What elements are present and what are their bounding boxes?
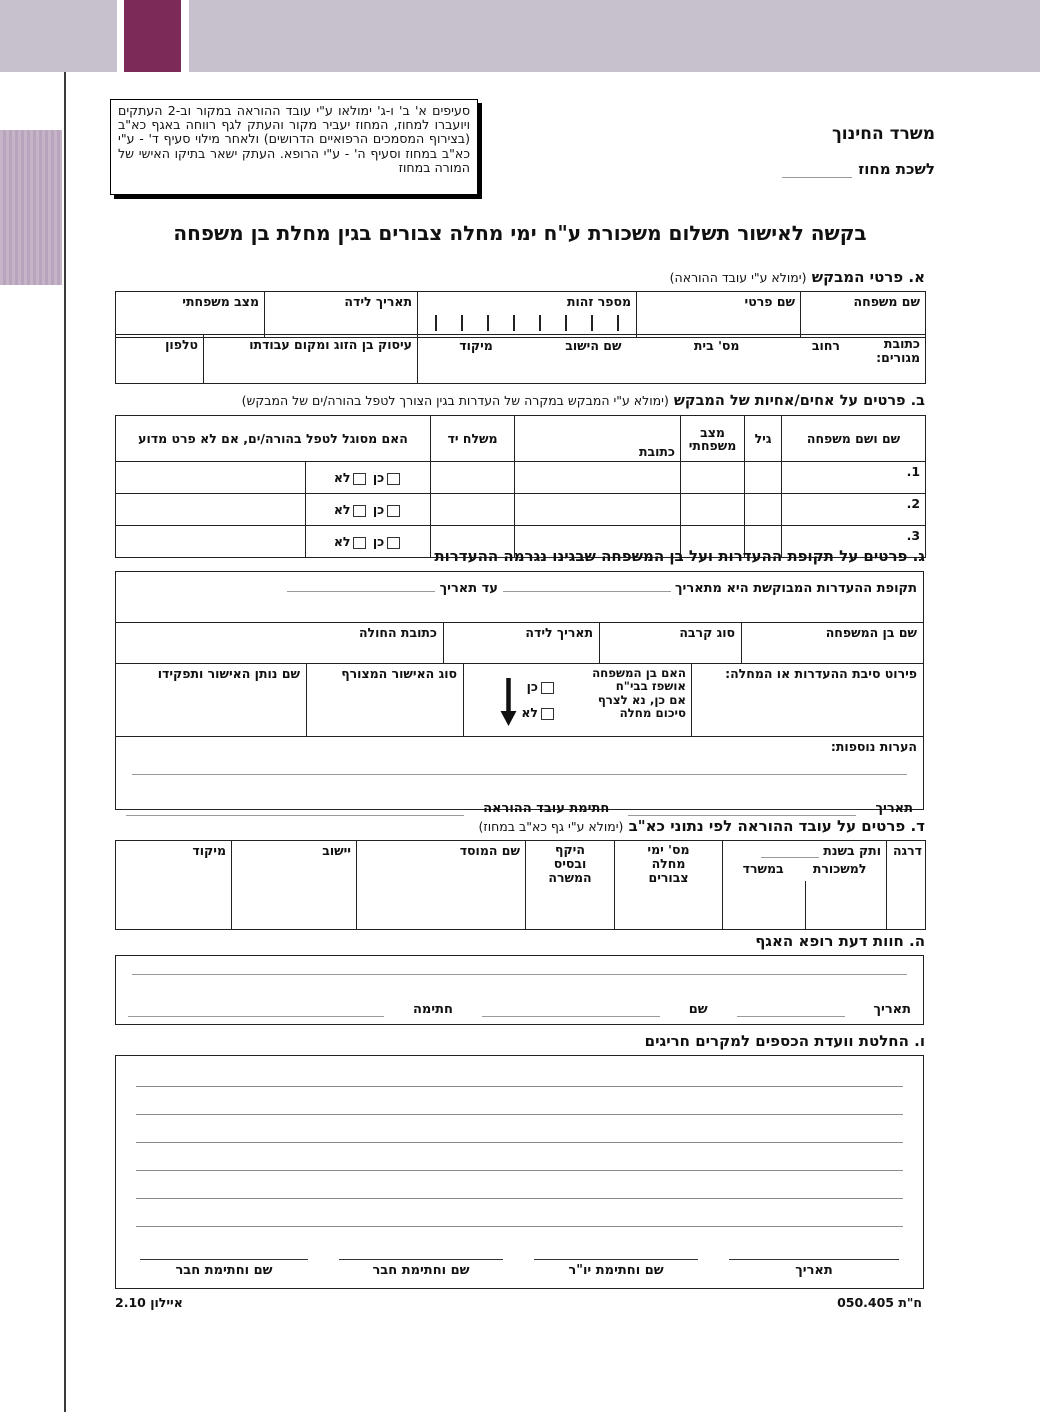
sibling-capable-detail-cell[interactable] (116, 462, 306, 494)
no-checkbox[interactable] (353, 537, 366, 549)
no-checkbox[interactable] (541, 708, 554, 720)
hospitalization-question: האם בן המשפחה אושפז בבי"ח אם כן, נא לצרף סיכום מחלה (592, 666, 686, 721)
absence-details-box (115, 571, 924, 816)
label-scope-3: המשרה (548, 870, 592, 885)
sibling-occupation-cell[interactable] (431, 494, 515, 526)
teacher-signature-label: חתימת עובד ההוראה (483, 801, 610, 816)
label-seniority-office: במשרד (742, 861, 784, 876)
sibling-marital-cell[interactable] (681, 462, 745, 494)
label-member-name: שם בן המשפחה (825, 625, 917, 640)
committee-decision-box (115, 1055, 924, 1289)
sibling-capable-choice (306, 526, 431, 558)
row-number: 3. (906, 528, 921, 543)
yes-checkbox[interactable] (541, 682, 554, 694)
ruled-line[interactable] (136, 1086, 903, 1087)
section-a-heading (670, 268, 925, 286)
section-f-heading: ו. החלטת וועדת הכספים למקרים חריגים (644, 1032, 925, 1050)
label-relation: סוג קרבה (679, 625, 735, 640)
label-scope-2: ובסיס (553, 856, 587, 871)
col-sibling-occupation (431, 416, 515, 462)
page-left-rule (64, 72, 66, 1412)
no-label: לא (521, 705, 538, 720)
col-sibling-age (745, 416, 782, 462)
label-address (876, 337, 920, 365)
sibling-row-number (782, 494, 926, 526)
chair-sign-line[interactable] (534, 1259, 698, 1260)
label-sick-days-1: מס' ימי (647, 842, 690, 857)
field-id-number[interactable] (418, 292, 637, 338)
from-date-blank[interactable] (503, 576, 671, 592)
yes-label: כן (372, 502, 385, 517)
no-label: לא (333, 502, 351, 517)
row-number: 2. (906, 496, 921, 511)
section-a-heading-text: א. פרטי המבקש (811, 268, 925, 286)
label-birth-date: תאריך לידה (344, 294, 412, 309)
field-home-address[interactable] (418, 335, 926, 384)
ruled-line[interactable] (136, 1226, 903, 1227)
member-sign-line[interactable] (339, 1259, 503, 1260)
date-blank[interactable] (737, 1001, 845, 1017)
committee-date (729, 1259, 899, 1278)
field-sick-days[interactable] (615, 841, 723, 930)
field-seniority[interactable] (723, 841, 887, 930)
section-a-heading-note: (ימולא ע"י עובד ההוראה) (669, 270, 807, 285)
doctor-signature-row (116, 1001, 923, 1017)
field-cert-type[interactable] (306, 664, 463, 736)
down-arrow-icon (500, 676, 517, 726)
committee-member-1 (339, 1259, 503, 1278)
label-sibling-capable: האם מסוגל לטפל בהורה/ים, אם לא פרט מדוע (138, 431, 408, 446)
no-label: לא (333, 534, 351, 549)
yes-label: כן (526, 679, 538, 694)
field-phone[interactable] (116, 335, 204, 384)
name-blank[interactable] (482, 1001, 660, 1017)
notes-label: הערות נוספות: (830, 739, 917, 754)
label-sick-days-3: צבורים (648, 870, 689, 885)
date-sign-line[interactable] (729, 1259, 899, 1260)
kab-data-table (115, 840, 926, 930)
field-relation[interactable] (599, 623, 741, 663)
label-sibling-marital-1: מצב (700, 424, 725, 440)
sibling-row-number (782, 462, 926, 494)
field-last-name[interactable] (801, 292, 926, 338)
sibling-age-cell[interactable] (745, 462, 782, 494)
doctor-opinion-blank[interactable] (132, 974, 907, 975)
committee-signatures-row (116, 1259, 923, 1278)
label-cert-type: סוג האישור המצורף (341, 666, 457, 681)
name-label: שם (688, 1002, 708, 1017)
field-birth-date[interactable] (265, 292, 418, 338)
ministry-title: משרד החינוך (831, 124, 935, 144)
section-d-heading-text: ד. פרטים על עובד ההוראה לפי נתוני כא"ב (628, 817, 925, 835)
section-c-heading: ג. פרטים על תקופת ההעדרות ועל בן המשפחה שבגינו נגרמה ההעדרות (434, 547, 925, 565)
label-street: רחוב (811, 338, 840, 353)
label-town-d: יישוב (322, 843, 351, 858)
section-e-heading: ה. חוות דעת רופא האגף (755, 932, 925, 950)
no-checkbox[interactable] (353, 505, 366, 517)
label-sibling-address: כתובת (638, 444, 676, 459)
section-d-heading (479, 817, 925, 835)
date-blank[interactable] (628, 800, 856, 816)
label-marital-status: מצב משפחתי (182, 294, 259, 309)
label-town: שם הישוב (565, 338, 622, 353)
col-sibling-address (515, 416, 681, 462)
ruled-line[interactable] (136, 1198, 903, 1199)
label-member-birth: תאריך לידה (525, 625, 593, 640)
label-seniority: ותק בשנת (823, 843, 881, 858)
label-seniority-salary: למשכורת (812, 861, 867, 876)
chair-label: שם וחתימת יו"ר (568, 1263, 664, 1278)
section-b-heading-note: (ימולא ע"י המבקש במקרה של העדרות בגין הצורך לטפל בהורה/ים של המבקש) (241, 393, 669, 408)
sibling-address-cell[interactable] (515, 494, 681, 526)
label-spouse-occupation: עיסוק בן הזוג ומקום עבודתו (249, 337, 412, 352)
label-sick-days-2: מחלה (651, 856, 686, 871)
address-sublabels (423, 337, 876, 353)
label-sibling-marital-2: משפחתי (688, 437, 737, 453)
member-label: שם וחתימת חבר (372, 1263, 470, 1278)
label-last-name: שם משפחה (853, 294, 920, 309)
signature-label: חתימה (412, 1002, 453, 1017)
sibling-age-cell[interactable] (745, 494, 782, 526)
to-date-blank[interactable] (287, 576, 435, 592)
field-cert-giver[interactable] (116, 664, 306, 736)
date-label: תאריך (873, 1002, 911, 1017)
label-phone: טלפון (165, 337, 198, 352)
member-sign-line[interactable] (140, 1259, 308, 1260)
date-label: תאריך (795, 1263, 833, 1278)
notes-row (116, 737, 923, 782)
printer-mark: איילון 2.10 (115, 1295, 183, 1310)
yes-checkbox[interactable] (387, 537, 400, 549)
field-institution[interactable] (357, 841, 526, 930)
form-footer (115, 1295, 922, 1310)
label-cert-giver: שם נותן האישור ותפקידו (157, 666, 300, 681)
sibling-capable-choice (306, 462, 431, 494)
until-label: עד תאריך (439, 581, 498, 596)
col-sibling-capable (116, 416, 431, 462)
applicant-table-top (115, 291, 926, 338)
field-zip[interactable] (116, 841, 232, 930)
seniority-divider (805, 881, 807, 929)
signature-blank[interactable] (128, 1001, 384, 1017)
field-marital-status[interactable] (116, 292, 265, 338)
district-office-blank[interactable] (782, 163, 852, 178)
sibling-marital-cell[interactable] (681, 494, 745, 526)
label-first-name: שם פרטי (744, 294, 795, 309)
field-spouse-occupation[interactable] (204, 335, 418, 384)
absence-period-row (116, 572, 923, 623)
label-house-number: מס' בית (693, 338, 740, 353)
label-id-number: מספר זהות (566, 294, 631, 309)
label-zip: מיקוד (459, 338, 493, 353)
section-d-heading-note: (ימולא ע"י גף כא"ב במחוז) (478, 819, 624, 834)
committee-member-2 (140, 1259, 308, 1278)
maroon-bar (124, 0, 181, 72)
row-number: 1. (906, 464, 921, 479)
left-decor-block (0, 130, 62, 285)
field-member-birth[interactable] (443, 623, 599, 663)
sibling-address-cell[interactable] (515, 462, 681, 494)
field-grade[interactable] (887, 841, 926, 930)
teacher-signature-blank[interactable] (126, 800, 464, 816)
yes-label: כן (372, 534, 385, 549)
yes-checkbox[interactable] (387, 473, 400, 485)
ruled-line[interactable] (136, 1114, 903, 1115)
field-absence-reason[interactable] (691, 664, 923, 736)
routing-notice-text: סעיפים א' ב' ו-ג' ימולאו ע"י עובד ההוראה במקור וב-2 העתקים ויועברו למחוז, המחוז יעביר מקור והעתק לגף רווחה באגף כא"ב (בצירוף המסמכים הרפואיים הדרושים) ולאחר מילוי סעיף ד' - ע"י כא"ב במחוז וסעיף ה' - ע"י הרופא. העתק ישאר בתיקו האישי של המורה במחוז (118, 103, 470, 175)
sibling-capable-detail-cell[interactable] (116, 494, 306, 526)
sibling-occupation-cell[interactable] (431, 462, 515, 494)
ruled-line[interactable] (136, 1142, 903, 1143)
band-gap-right (181, 0, 189, 72)
label-patient-address: כתובת החולה (358, 625, 437, 640)
applicant-table-bottom (115, 334, 926, 384)
sibling-capable-detail-cell[interactable] (116, 526, 306, 558)
label-sibling-age: גיל (754, 431, 772, 446)
form-number: ח"ת 050.405 (837, 1295, 922, 1310)
hospitalization-cell (463, 664, 691, 736)
field-position-scope[interactable] (526, 841, 615, 930)
period-label: תקופת ההעדרות המבוקשת היא מתאריך (675, 581, 917, 596)
label-scope-1: היקף (555, 842, 585, 857)
field-town[interactable] (232, 841, 357, 930)
yes-checkbox[interactable] (387, 505, 400, 517)
col-sibling-name (782, 416, 926, 462)
label-grade: דרגה (892, 843, 922, 858)
label-address-2: מגורים: (876, 350, 920, 365)
date-label: תאריך (875, 801, 913, 816)
label-institution: שם המוסד (459, 843, 520, 858)
band-gap-left (117, 0, 124, 72)
yes-label: כן (372, 470, 385, 485)
id-digit-ticks (423, 309, 631, 331)
illness-row (116, 664, 923, 737)
hospitalization-choices (464, 664, 556, 736)
field-patient-address[interactable] (116, 623, 443, 663)
doctor-opinion-box (115, 955, 924, 1025)
sibling-capable-choice (306, 494, 431, 526)
district-office-label: לשכת מחוז (858, 160, 935, 178)
col-sibling-marital (681, 416, 745, 462)
no-label: לא (333, 470, 351, 485)
seniority-year-blank[interactable] (761, 844, 819, 858)
label-absence-reason: פירוט סיבת ההעדרות או המחלה: (725, 666, 917, 681)
family-member-row (116, 623, 923, 664)
notes-blank[interactable] (132, 774, 907, 775)
district-office-row (782, 160, 935, 178)
field-first-name[interactable] (637, 292, 801, 338)
label-sibling-name: שם ושם משפחה (806, 431, 901, 446)
form-title: בקשה לאישור תשלום משכורת ע"ח ימי מחלה צבורים בגין מחלת בן משפחה (173, 221, 867, 245)
ruled-line[interactable] (136, 1170, 903, 1171)
no-checkbox[interactable] (353, 473, 366, 485)
field-member-name[interactable] (741, 623, 923, 663)
member-label: שם וחתימת חבר (175, 1263, 273, 1278)
routing-notice-box (110, 99, 478, 195)
siblings-table (115, 415, 926, 558)
label-sibling-occupation: משלח יד (447, 431, 498, 446)
label-zip-d: מיקוד (192, 843, 226, 858)
section-b-heading (242, 393, 925, 409)
section-b-heading-text: ב. פרטים על אחים/אחיות של המבקש (673, 393, 925, 409)
committee-chair (534, 1259, 698, 1278)
label-address-1: כתובת (883, 336, 920, 351)
